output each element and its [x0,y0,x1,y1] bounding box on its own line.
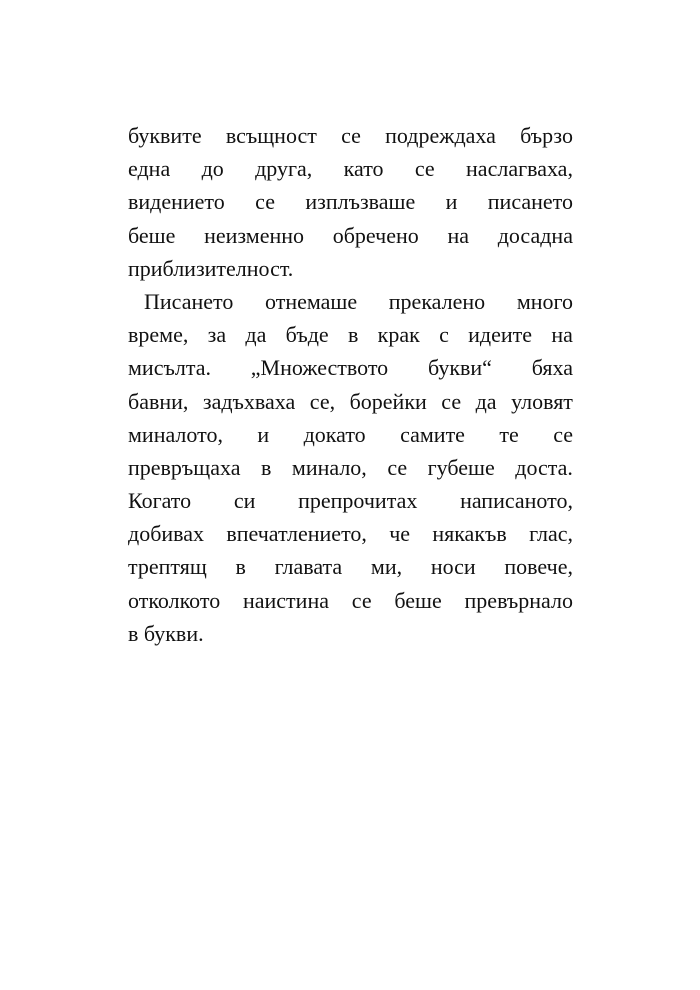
word: като [343,156,384,182]
word: беше [128,222,176,248]
word: отколкото [128,587,221,613]
word: наслагваха, [466,156,573,182]
word: борейки [349,388,427,414]
word: се [255,189,275,215]
word: самите [400,421,465,447]
word: идеите [468,322,533,348]
word: в [347,322,359,348]
word: се [387,454,408,480]
word: на [447,222,469,248]
word: бъде [285,322,329,348]
word: че [389,521,411,547]
paragraph-2-line-2 [128,318,573,351]
paragraph-2-line-7 [128,484,573,517]
word: обречено [332,222,419,248]
word: една [128,156,171,182]
word: се [441,388,462,414]
word: се [553,421,573,447]
word: беше [394,587,442,613]
word: задъхваха [202,388,296,414]
word: крак [377,322,420,348]
word: докато [303,421,366,447]
word: бавни, [128,388,189,414]
word: се [414,156,435,182]
word: бързо [520,123,573,148]
word: ми, [370,554,403,580]
body-text [128,119,573,650]
word: трептящ [128,554,207,580]
word: отнемаше [265,288,358,314]
word: да [245,322,267,348]
word: наистина [242,587,329,613]
paragraph-2-line-10 [128,584,573,617]
word: превърнало [464,587,573,613]
word: подреждаха [385,123,496,148]
word: миналото, [128,421,223,447]
word: да [475,388,497,414]
word: и [445,189,458,215]
word: в [261,454,272,480]
word: всъщност [225,123,317,148]
word: мисълта. [128,355,211,381]
word: изплъзваше [305,189,416,215]
word: друга, [255,156,313,182]
word: на [551,322,573,348]
word: превръщаха [128,454,241,480]
word: и [257,421,270,447]
word: глас, [529,521,573,547]
paragraph-2-line-4 [128,385,573,418]
word: за [207,322,227,348]
word: минало, [291,454,367,480]
word: с [439,322,449,348]
word: уловят [511,388,573,414]
word: много [516,288,573,314]
word: време, [128,322,189,348]
word: Писането [144,288,234,314]
word: буквите [128,123,202,148]
word: досадна [497,222,573,248]
word: те [499,421,519,447]
paragraph-2-last-line: в букви. [128,620,204,646]
word: се, [309,388,336,414]
word: писането [487,189,573,215]
word: повече, [504,554,573,580]
word: препрочитах [298,488,418,514]
word: се [351,587,372,613]
word: неизменно [204,222,305,248]
paragraph-2-line-1 [128,285,573,318]
paragraph-1-line-2 [128,152,573,185]
word: до [201,156,224,182]
paragraph-1-line-1 [128,119,573,152]
word: впечатлението, [226,521,367,547]
paragraph-1-line-3 [128,185,573,218]
word: добивах [128,521,205,547]
word: се [341,123,361,148]
word: Когато [128,488,192,514]
paragraph-2-line-9 [128,550,573,583]
paragraph-2-line-8 [128,517,573,550]
paragraph-1-line-4 [128,219,573,252]
word: написаното, [460,488,573,514]
word: „Множеството [250,355,389,381]
word: главата [274,554,343,580]
word: прекалено [388,288,486,314]
word: видението [128,189,225,215]
word: си [233,488,256,514]
word: губеше [427,454,495,480]
word: доста. [515,454,573,480]
word: носи [430,554,476,580]
paragraph-2-line-6 [128,451,573,484]
paragraph-1-last-line: приблизителност. [128,255,294,281]
word: някакъв [432,521,507,547]
word: в [235,554,246,580]
paragraph-2-line-3 [128,351,573,384]
word: букви“ [427,355,492,381]
word: бяха [531,355,573,381]
paragraph-2-line-5 [128,418,573,451]
